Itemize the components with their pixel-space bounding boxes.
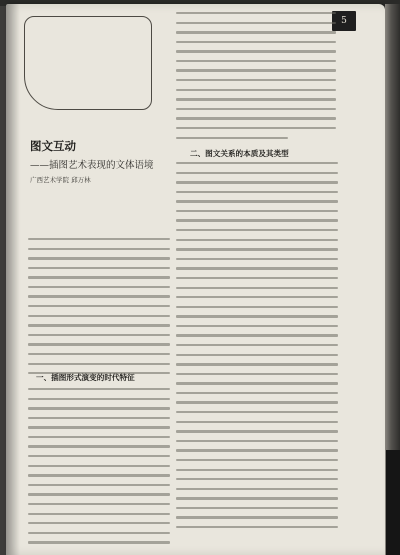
article-subtitle: ——插图艺术表现的文体语境 xyxy=(30,160,154,171)
body-text-left xyxy=(28,388,170,551)
callout-frame xyxy=(24,16,152,110)
body-text-right-top xyxy=(176,12,336,146)
article-author: 广西艺术学院 邱万林 xyxy=(30,176,91,184)
page-number-tab: 5 xyxy=(332,11,356,31)
section-heading-2: 二、图文关系的本质及其类型 xyxy=(190,149,289,158)
article-title: 图文互动 xyxy=(30,139,76,153)
page-edge-dark xyxy=(386,450,400,555)
article-header xyxy=(30,138,180,184)
section-heading-1: 一、插图形式演变的时代特征 xyxy=(36,373,135,382)
abstract-text xyxy=(28,238,170,382)
body-text-right xyxy=(176,162,338,536)
spine-shadow xyxy=(6,4,20,555)
